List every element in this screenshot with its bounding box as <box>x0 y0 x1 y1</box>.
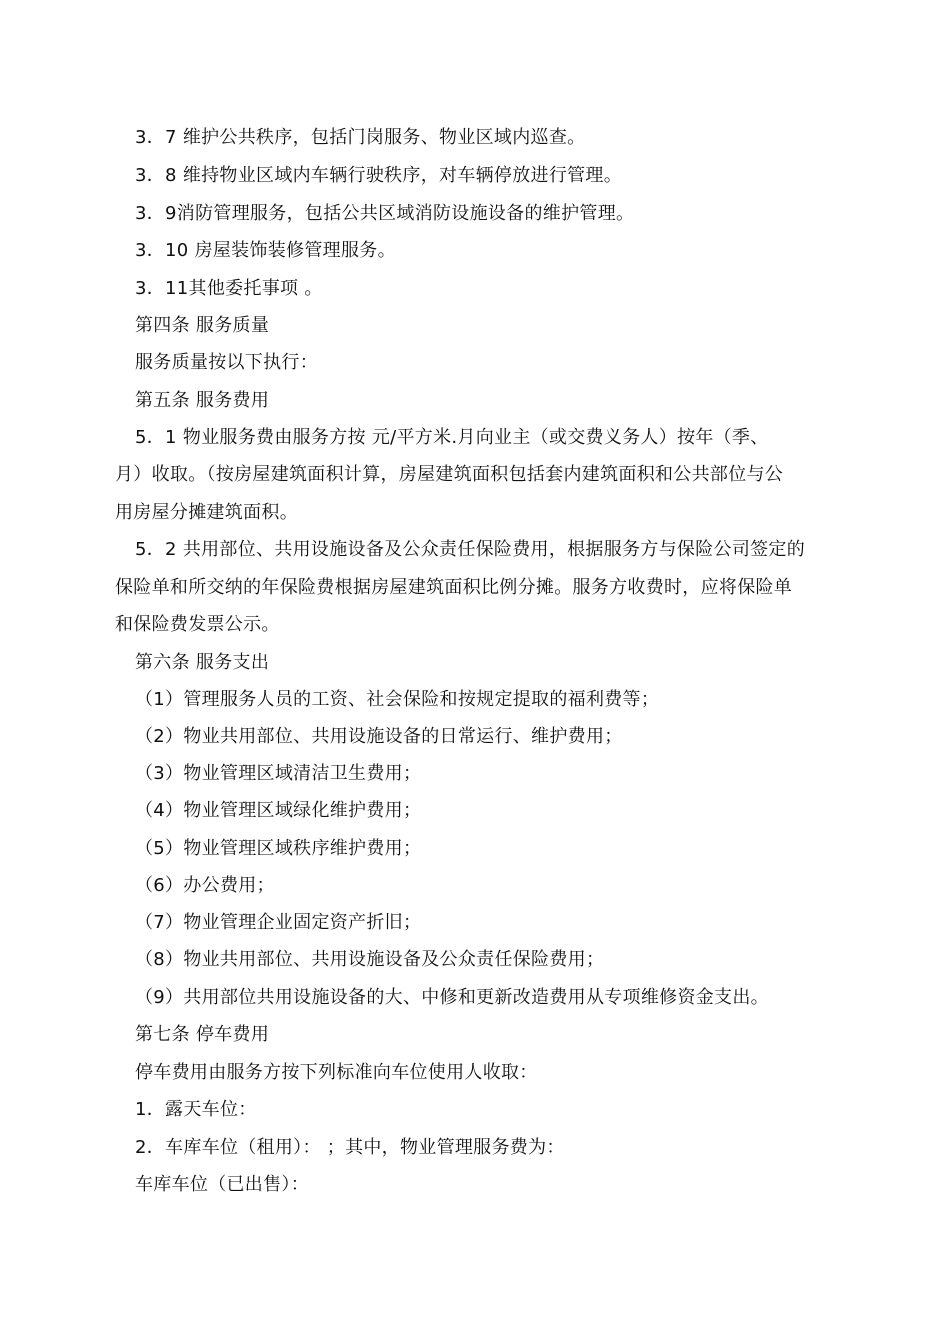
clause-5-1-line-1: 5．1 物业服务费由服务方按 元/平方米.月向业主（或交费义务人）按年（季、 <box>135 427 769 448</box>
article-7-text: 停车费用由服务方按下列标准向车位使用人收取： <box>135 1062 538 1083</box>
parking-item-2: 2．车库车位（租用）： ；其中，物业管理服务费为： <box>135 1137 565 1158</box>
article-4-text: 服务质量按以下执行： <box>135 352 318 373</box>
clause-5-2-line-2: 保险单和所交纳的年保险费根据房屋建筑面积比例分摊。服务方收费时，应将保险单 <box>115 577 793 598</box>
clause-3-10: 3．10 房屋装饰装修管理服务。 <box>135 240 396 261</box>
article-4-heading: 第四条 服务质量 <box>135 315 270 336</box>
article-5-heading: 第五条 服务费用 <box>135 390 270 411</box>
expense-item-4: （4）物业管理区域绿化维护费用； <box>135 800 422 821</box>
clause-3-8: 3．8 维持物业区域内车辆行驶秩序，对车辆停放进行管理。 <box>135 165 623 186</box>
clause-5-1-line-3: 用房屋分摊建筑面积。 <box>115 502 298 523</box>
clause-5-2-line-1: 5．2 共用部位、共用设施设备及公众责任保险费用，根据服务方与保险公司签定的 <box>135 539 806 560</box>
article-7-heading: 第七条 停车费用 <box>135 1024 270 1045</box>
clause-5-2-line-3: 和保险费发票公示。 <box>115 614 280 635</box>
clause-5-1-line-2: 月）收取。（按房屋建筑面积计算，房屋建筑面积包括套内建筑面积和公共部位与公 <box>115 464 784 485</box>
clause-3-9: 3．9消防管理服务，包括公共区域消防设施设备的维护管理。 <box>135 203 635 224</box>
expense-item-6: （6）办公费用； <box>135 875 275 896</box>
clause-3-7: 3．7 维护公共秩序，包括门岗服务、物业区域内巡查。 <box>135 127 586 148</box>
expense-item-7: （7）物业管理企业固定资产折旧； <box>135 912 422 933</box>
expense-item-2: （2）物业共用部位、共用设施设备的日常运行、维护费用； <box>135 726 623 747</box>
parking-item-3: 车库车位（已出售）： <box>135 1174 309 1195</box>
expense-item-5: （5）物业管理区域秩序维护费用； <box>135 838 422 859</box>
expense-item-9: （9）共用部位共用设施设备的大、中修和更新改造费用从专项维修资金支出。 <box>135 987 769 1008</box>
expense-item-8: （8）物业共用部位、共用设施设备及公众责任保险费用； <box>135 949 605 970</box>
article-6-heading: 第六条 服务支出 <box>135 652 270 673</box>
expense-item-3: （3）物业管理区域清洁卫生费用； <box>135 763 422 784</box>
parking-item-1: 1．露天车位： <box>135 1099 257 1120</box>
expense-item-1: （1）管理服务人员的工资、社会保险和按规定提取的福利费等； <box>135 689 660 710</box>
clause-3-11: 3．11其他委托事项 。 <box>135 278 323 299</box>
